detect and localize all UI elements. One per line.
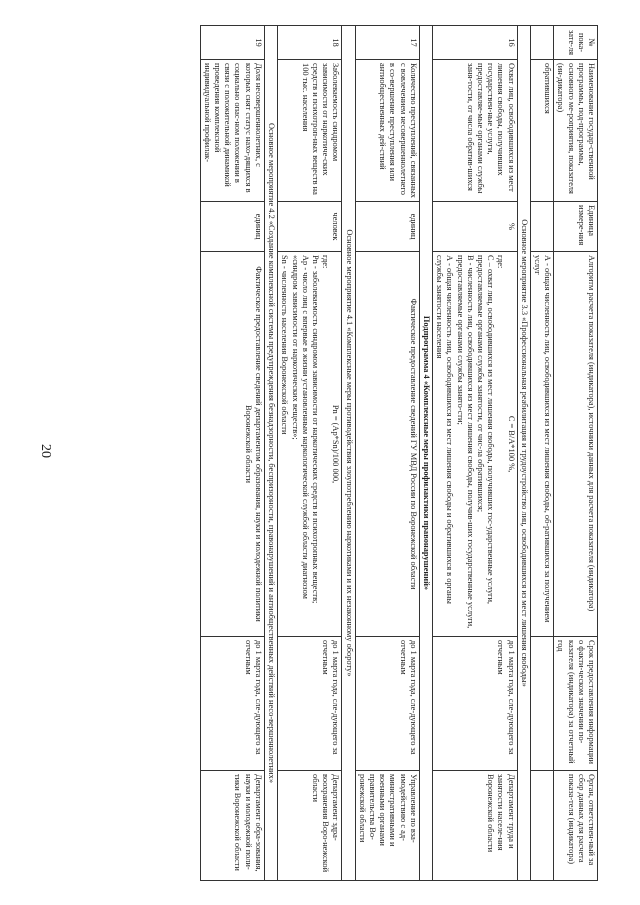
measure-3-3: Основное мероприятие 3.3 «Профессиональная реабилитация и трудоустройство лиц, освободившихся из мест лишения свободы» (517, 26, 530, 881)
row18-algo-line: где: (321, 255, 331, 269)
row17-org: Управление по вза-имодействию с ад-министративными и военными органами правительства Во-ронежской области (355, 771, 419, 881)
table-row (530, 26, 553, 881)
table-row (432, 26, 517, 881)
section-row (517, 26, 530, 881)
row16-algo-line: В - численность лиц, освободившихся из мест лишения свободы, получив-ших государственные услуги, предоставляемые органами службы занято-сти; (455, 255, 475, 629)
row16-algo-line: А - общая численность лиц, освободившихся из мест лишения свободы и обратившихся в органы службы занятости населения (435, 255, 455, 604)
subprogram-4: Подпрограмма 4 «Комплексные меры профилактики правонарушений» (419, 26, 432, 881)
indicators-table (200, 25, 598, 881)
section-row (342, 26, 355, 881)
measure-4-1: Основное мероприятие 4.1 «Комплексные меры противодействия злоупотреблению наркотиками и их незаконному обороту» (342, 26, 355, 881)
table-row (278, 26, 342, 881)
row18-org: Департамент здра-воохранения Воро-нежской области (278, 771, 342, 881)
header-algo: Алгоритм расчета показателя (индикатора), источники данных для расчета показателя (индикатора) (554, 252, 598, 637)
row19-org: Департамент обра-зования, науки и молодежной поли-тики Воронежской области (200, 771, 264, 881)
section-row (264, 26, 277, 881)
row19-name: Доля несовершеннолетних, с которых снят статус нахо-дящихся в социально опас-ном положении в связи с положительной динамикой проведения комплексной индивидуальной профилак- (200, 60, 264, 202)
row16-num: 16 (432, 26, 517, 60)
row17-name: Количество преступлений, связанных с вовлечением несовершеннолетнего в со-вершение преступления или антиобщественных дей-ствий (355, 60, 419, 202)
row17-algo: Фактическое предоставление сведений ГУ МВД России по Воронежской области (355, 252, 419, 637)
empty-cell (530, 771, 553, 881)
row0-algo: А - общая численность лиц, освободившихся из мест лишения свободы, об-ратившихся за получением услуг (530, 252, 553, 637)
empty-cell (530, 637, 553, 771)
row0-name: обратившихся (530, 60, 553, 202)
header-num: № пока-зате-ля (554, 26, 598, 60)
row18-formula: Pn = (Ap*Sn)/100 000, (331, 404, 341, 484)
header-org: Орган, ответствен-ный за сбор данных для расчета показа-теля (индикатора) (554, 771, 598, 881)
row19-algo: Фактическое предоставление сведений департаментом образования, науки и молодежной политики Воронежской области (200, 252, 264, 637)
header-row (554, 26, 598, 881)
measure-4-2: Основное мероприятие 4.2 «Создание комплексной системы предупреждения безнадзорности, беспризорности, правонарушений и антиобщественных действий несо-вершеннолетних» (264, 26, 277, 881)
row17-unit: единиц (355, 202, 419, 252)
header-name: Наименование государ-ственной программы, под-программы, основного ме-роприятия, показателя (ин-дикатора) (554, 60, 598, 202)
row17-deadline: до 1 марта года, сле-дующего за отчетным (355, 637, 419, 771)
table-row (355, 26, 419, 881)
empty-cell (530, 26, 553, 60)
row18-name: Заболеваемость синдромом зависимости от наркотиче-ских средств и психотроп-ных веществ на 100 тыс. населения (278, 60, 342, 202)
row19-num: 19 (200, 26, 264, 60)
row18-num: 18 (278, 26, 342, 60)
row16-unit: % (432, 202, 517, 252)
row16-formula: С = В/А*100 %, (506, 415, 516, 473)
row16-algo-line: С – охват лиц, освободившихся из мест лишения свободы, получивших гос-ударственные услуги, предоставляемые органами службы занятости, от чис-ла обратившихся; (475, 255, 496, 605)
empty-cell (530, 202, 553, 252)
header-deadline: Срок предоставления информации о факти-ческом значении по-казателя (индикатора) за отчетный год (554, 637, 598, 771)
row18-algo-line: Sn - численность населения Воронежской области (280, 255, 290, 435)
section-row (419, 26, 432, 881)
row17-num: 17 (355, 26, 419, 60)
row19-deadline: до 1 марта года, сле-дующего за отчетным (200, 637, 264, 771)
row16-deadline: до 1 марта года, сле-дующего за отчетным (432, 637, 517, 771)
row16-org: Департамент труда и занятости населе-ния Воронежской области (432, 771, 517, 881)
table-row (200, 26, 264, 881)
row18-algo-line: Pn - заболеваемость синдромом зависимости от наркотических средств и психотропных веществ; (310, 255, 320, 604)
row19-unit: единиц (200, 202, 264, 252)
row16-algo (432, 252, 517, 637)
row18-algo (278, 252, 342, 637)
row16-name: Охват лиц, освободившихся из мест лишения свободы, получивших государствен-ные услуги, предоставляе-мые органами службы заня-тости, от числа обратив-шихся (432, 60, 517, 202)
header-unit: Единица измере-ния (554, 202, 598, 252)
row18-unit: человек (278, 202, 342, 252)
page-number: 20 (38, 444, 53, 458)
row18-deadline: до 1 марта года, сле-дующего за отчетным (278, 637, 342, 771)
row18-algo-line: Ap - число лиц с впервые в жизни установленным наркологической службой области диагнозом «синдром зависимости от наркотических веществ»; (290, 255, 310, 599)
row16-algo-line: где: (496, 255, 506, 269)
rotated-page-content (59, 25, 598, 880)
